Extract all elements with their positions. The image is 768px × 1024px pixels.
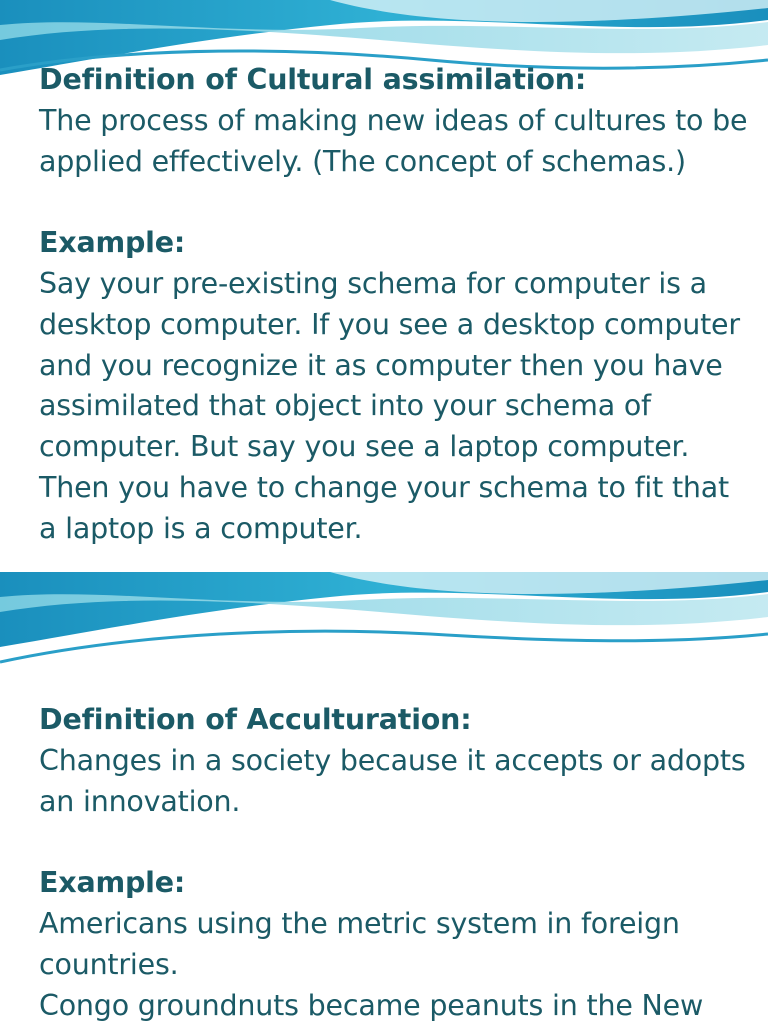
example-line: Americans using the metric system in foreign countries. (39, 906, 680, 981)
definition-text: The process of making new ideas of cultures to be applied effectively. (The concept of schemas.) (39, 103, 748, 178)
example-heading: Example: (39, 866, 186, 900)
definition-heading: Definition of Cultural assimilation: (39, 63, 587, 96)
definition-text: Changes in a society because it accepts or adopts an innovation. (39, 743, 746, 818)
definition-heading: Definition of Acculturation: (39, 703, 472, 736)
wave-header-decoration (0, 572, 768, 682)
example-line: Congo groundnuts became peanuts in the New (39, 988, 704, 1022)
example-text: Say your pre-existing schema for computer is a desktop computer. If you see a desktop computer and you recognize it as computer then you have assimilated that object into your schema of computer. But say you see a laptop computer. Then you have to change your schema to fit that a laptop is a computer. (39, 266, 740, 545)
slide-content (39, 700, 754, 1024)
slide-acculturation (0, 572, 768, 1024)
slide-content (39, 60, 754, 550)
example-heading: Example: (39, 226, 186, 260)
